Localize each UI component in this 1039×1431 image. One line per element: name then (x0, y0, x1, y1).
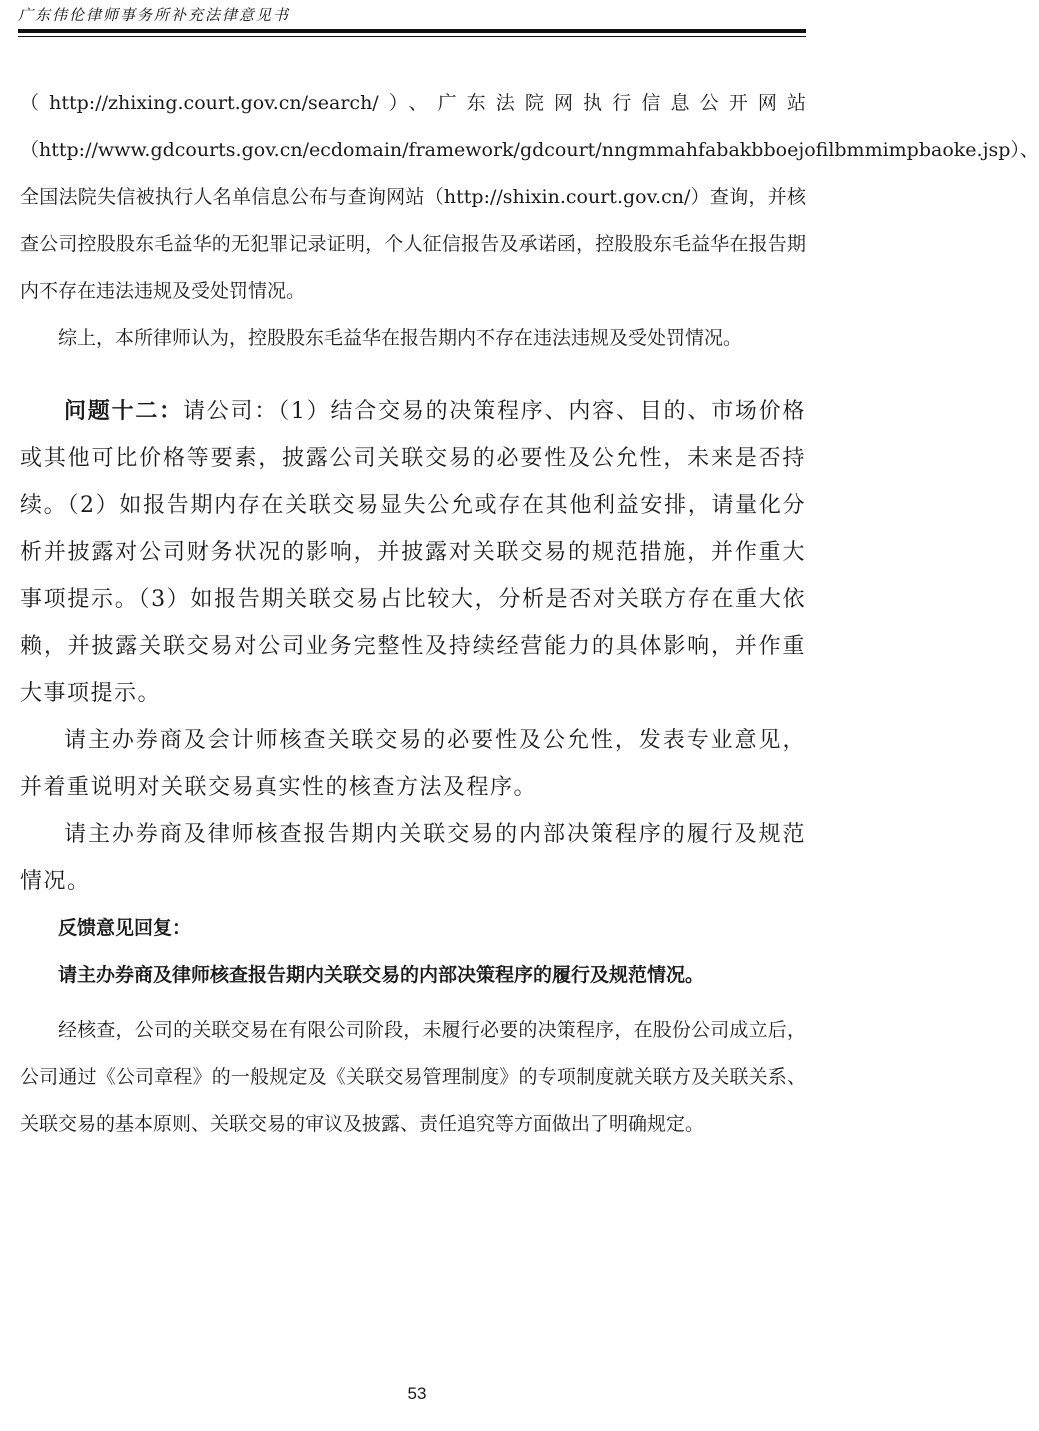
spacer (20, 999, 806, 1007)
question-twelve (20, 388, 806, 905)
reply-subheading: 请主办券商及律师核查报告期内关联交易的内部决策程序的履行及规范情况。 (58, 964, 705, 986)
spacer (20, 362, 806, 388)
reply-body: 经核查，公司的关联交易在有限公司阶段，未履行必要的决策程序，在股份公司成立后，公司通过《公司章程》的一般规定及《关联交易管理制度》的专项制度就关联方及关联关系、关联交易的基本原则、关联交易的审议及披露、责任追究等方面做出了明确规定。 (20, 1019, 806, 1135)
question-request-lawyer: 请主办券商及律师核查报告期内关联交易的内部决策程序的履行及规范情况。 (20, 822, 806, 894)
question-label: 问题十二： (64, 398, 183, 424)
reply-heading: 反馈意见回复： (58, 917, 192, 939)
header-title: 广东伟伦律师事务所补充法律意见书 (18, 6, 291, 24)
question-text: 请公司：（1）结合交易的决策程序、内容、目的、市场价格或其他可比价格等要素，披露公司关联交易的必要性及公允性，未来是否持续。（2）如报告期内存在关联交易显失公允或存在其他利益安排，请量化分析并披露对公司财务状况的影响，并披露对关联交易的规范措施，并作重大事项提示。（3）如报告期关联交易占比较大，分析是否对关联方存在重大依赖，并披露关联交易对公司业务完整性及持续经营能力的具体影响，并作重大事项提示。 (20, 399, 806, 706)
paragraph-court-query: （http://zhixing.court.gov.cn/search/）、广东法院网执行信息公开网站（http://www.gdcourts.gov.cn/ecdomain/framework/gdcourt/nngmmahfabakbboejofilbmmimpbaoke.jsp）、全国法院失信被执行人名单信息公布与查询网站（http://shixin.court.gov.cn/）查询，并核查公司控股股东毛益华的无犯罪记录证明，个人征信报告及承诺函，控股股东毛益华在报告期内不存在违法违规及受处罚情况。 (20, 92, 1039, 302)
paragraph-conclusion: 综上，本所律师认为，控股股东毛益华在报告期内不存在违法违规及受处罚情况。 (58, 327, 743, 349)
page-number: 53 (407, 1384, 427, 1403)
header-rule-thin (18, 36, 806, 37)
question-request-accountant: 请主办券商及会计师核查关联交易的必要性及公允性，发表专业意见，并着重说明对关联交易真实性的核查方法及程序。 (20, 728, 806, 800)
page-header (18, 4, 806, 37)
document-body (20, 80, 1039, 1148)
question-paragraph (20, 388, 806, 717)
header-rule-thick (18, 29, 806, 33)
